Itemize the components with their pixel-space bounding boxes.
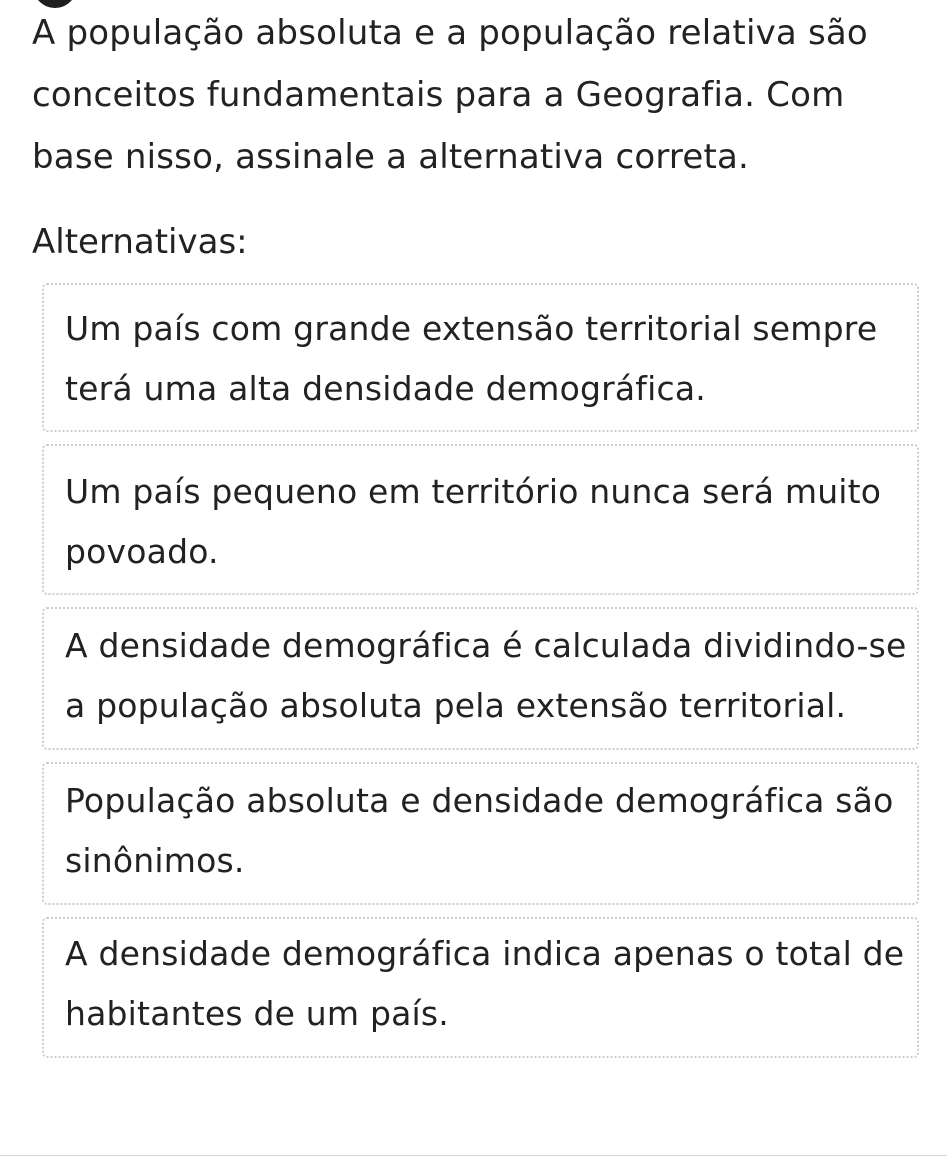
question-text: A população absoluta e a população relativa são conceitos fundamentais para a Geografia. Com base nisso, assinale a alternativa correta. [32, 13, 868, 177]
alternatives-heading: Alternativas: [32, 222, 248, 262]
alternative-option-5[interactable]: A densidade demográfica indica apenas o total de habitantes de um país. [42, 917, 919, 1058]
divider [0, 1155, 947, 1156]
alternatives-list [42, 283, 919, 1070]
alternative-option-2[interactable]: Um país pequeno em território nunca será muito povoado. [42, 444, 919, 595]
alternative-option-3[interactable]: A densidade demográfica é calculada dividindo-se a população absoluta pela extensão territorial. [42, 607, 919, 750]
alternative-option-4[interactable]: População absoluta e densidade demográfica são sinônimos. [42, 762, 919, 905]
alternative-option-1[interactable]: Um país com grande extensão territorial sempre terá uma alta densidade demográfica. [42, 283, 919, 432]
